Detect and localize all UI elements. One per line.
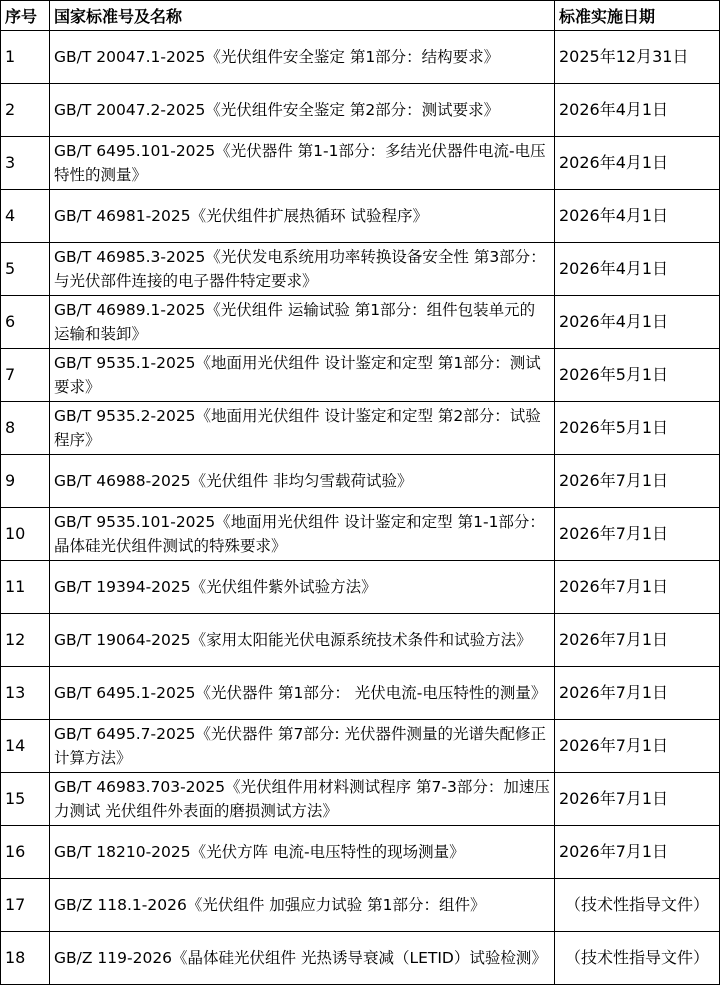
serial-number-cell: 17 — [1, 879, 50, 932]
standard-name-cell: GB/T 9535.1-2025《地面用光伏组件 设计鉴定和定型 第1部分：测试要求》 — [50, 349, 555, 402]
serial-number-cell: 7 — [1, 349, 50, 402]
standard-name-cell: GB/T 46988-2025《光伏组件 非均匀雪载荷试验》 — [50, 455, 555, 508]
serial-number-cell: 8 — [1, 402, 50, 455]
serial-number-cell: 11 — [1, 561, 50, 614]
implementation-date-cell: 2026年7月1日 — [555, 508, 720, 561]
table-row — [1, 349, 720, 402]
serial-number-cell: 12 — [1, 614, 50, 667]
standard-name-cell: GB/T 46983.703-2025《光伏组件用材料测试程序 第7-3部分：加速压力测试 光伏组件外表面的磨损测试方法》 — [50, 773, 555, 826]
standard-name-cell: GB/T 9535.2-2025《地面用光伏组件 设计鉴定和定型 第2部分：试验程序》 — [50, 402, 555, 455]
table-row — [1, 137, 720, 190]
implementation-date-cell: 2026年5月1日 — [555, 402, 720, 455]
serial-number-cell: 10 — [1, 508, 50, 561]
standard-name-cell: GB/T 19064-2025《家用太阳能光伏电源系统技术条件和试验方法》 — [50, 614, 555, 667]
implementation-date-cell: （技术性指导文件） — [555, 932, 720, 985]
serial-number-cell: 13 — [1, 667, 50, 720]
table-row — [1, 243, 720, 296]
table-row — [1, 31, 720, 84]
table-row — [1, 508, 720, 561]
table-row — [1, 773, 720, 826]
standard-name-cell: GB/T 6495.7-2025《光伏器件 第7部分: 光伏器件测量的光谱失配修正计算方法》 — [50, 720, 555, 773]
implementation-date-cell: 2026年4月1日 — [555, 243, 720, 296]
serial-number-cell: 3 — [1, 137, 50, 190]
table-row — [1, 190, 720, 243]
standard-name-cell: GB/T 6495.1-2025《光伏器件 第1部分： 光伏电流-电压特性的测量》 — [50, 667, 555, 720]
header-standard-name: 国家标准号及名称 — [50, 1, 555, 31]
serial-number-cell: 9 — [1, 455, 50, 508]
table-row — [1, 614, 720, 667]
standard-name-cell: GB/T 9535.101-2025《地面用光伏组件 设计鉴定和定型 第1-1部分：晶体硅光伏组件测试的特殊要求》 — [50, 508, 555, 561]
serial-number-cell: 15 — [1, 773, 50, 826]
table-row — [1, 296, 720, 349]
standard-name-cell: GB/Z 118.1-2026《光伏组件 加强应力试验 第1部分：组件》 — [50, 879, 555, 932]
table-row — [1, 455, 720, 508]
standard-name-cell: GB/Z 119-2026《晶体硅光伏组件 光热诱导衰减（LETID）试验检测》 — [50, 932, 555, 985]
implementation-date-cell: （技术性指导文件） — [555, 879, 720, 932]
implementation-date-cell: 2026年4月1日 — [555, 137, 720, 190]
serial-number-cell: 1 — [1, 31, 50, 84]
table-row — [1, 932, 720, 985]
implementation-date-cell: 2026年7月1日 — [555, 561, 720, 614]
table-row — [1, 667, 720, 720]
standard-name-cell: GB/T 46985.3-2025《光伏发电系统用功率转换设备安全性 第3部分：与光伏部件连接的电子器件特定要求》 — [50, 243, 555, 296]
implementation-date-cell: 2026年7月1日 — [555, 614, 720, 667]
standard-name-cell: GB/T 6495.101-2025《光伏器件 第1-1部分：多结光伏器件电流-电压特性的测量》 — [50, 137, 555, 190]
implementation-date-cell: 2026年5月1日 — [555, 349, 720, 402]
implementation-date-cell: 2026年7月1日 — [555, 455, 720, 508]
header-row — [1, 1, 720, 31]
standard-name-cell: GB/T 20047.2-2025《光伏组件安全鉴定 第2部分：测试要求》 — [50, 84, 555, 137]
implementation-date-cell: 2026年7月1日 — [555, 826, 720, 879]
implementation-date-cell: 2026年4月1日 — [555, 190, 720, 243]
standard-name-cell: GB/T 46989.1-2025《光伏组件 运输试验 第1部分：组件包装单元的运输和装卸》 — [50, 296, 555, 349]
implementation-date-cell: 2026年4月1日 — [555, 84, 720, 137]
table-row — [1, 402, 720, 455]
table-row — [1, 720, 720, 773]
standard-name-cell: GB/T 19394-2025《光伏组件紫外试验方法》 — [50, 561, 555, 614]
table-row — [1, 826, 720, 879]
standard-name-cell: GB/T 46981-2025《光伏组件扩展热循环 试验程序》 — [50, 190, 555, 243]
table-row — [1, 84, 720, 137]
serial-number-cell: 5 — [1, 243, 50, 296]
implementation-date-cell: 2026年4月1日 — [555, 296, 720, 349]
serial-number-cell: 18 — [1, 932, 50, 985]
standard-name-cell: GB/T 20047.1-2025《光伏组件安全鉴定 第1部分：结构要求》 — [50, 31, 555, 84]
table-body — [1, 31, 720, 985]
serial-number-cell: 16 — [1, 826, 50, 879]
header-implementation-date: 标准实施日期 — [555, 1, 720, 31]
implementation-date-cell: 2025年12月31日 — [555, 31, 720, 84]
serial-number-cell: 4 — [1, 190, 50, 243]
serial-number-cell: 2 — [1, 84, 50, 137]
implementation-date-cell: 2026年7月1日 — [555, 667, 720, 720]
implementation-date-cell: 2026年7月1日 — [555, 720, 720, 773]
standard-name-cell: GB/T 18210-2025《光伏方阵 电流-电压特性的现场测量》 — [50, 826, 555, 879]
header-serial-number: 序号 — [1, 1, 50, 31]
table-row — [1, 561, 720, 614]
serial-number-cell: 6 — [1, 296, 50, 349]
table-row — [1, 879, 720, 932]
serial-number-cell: 14 — [1, 720, 50, 773]
implementation-date-cell: 2026年7月1日 — [555, 773, 720, 826]
